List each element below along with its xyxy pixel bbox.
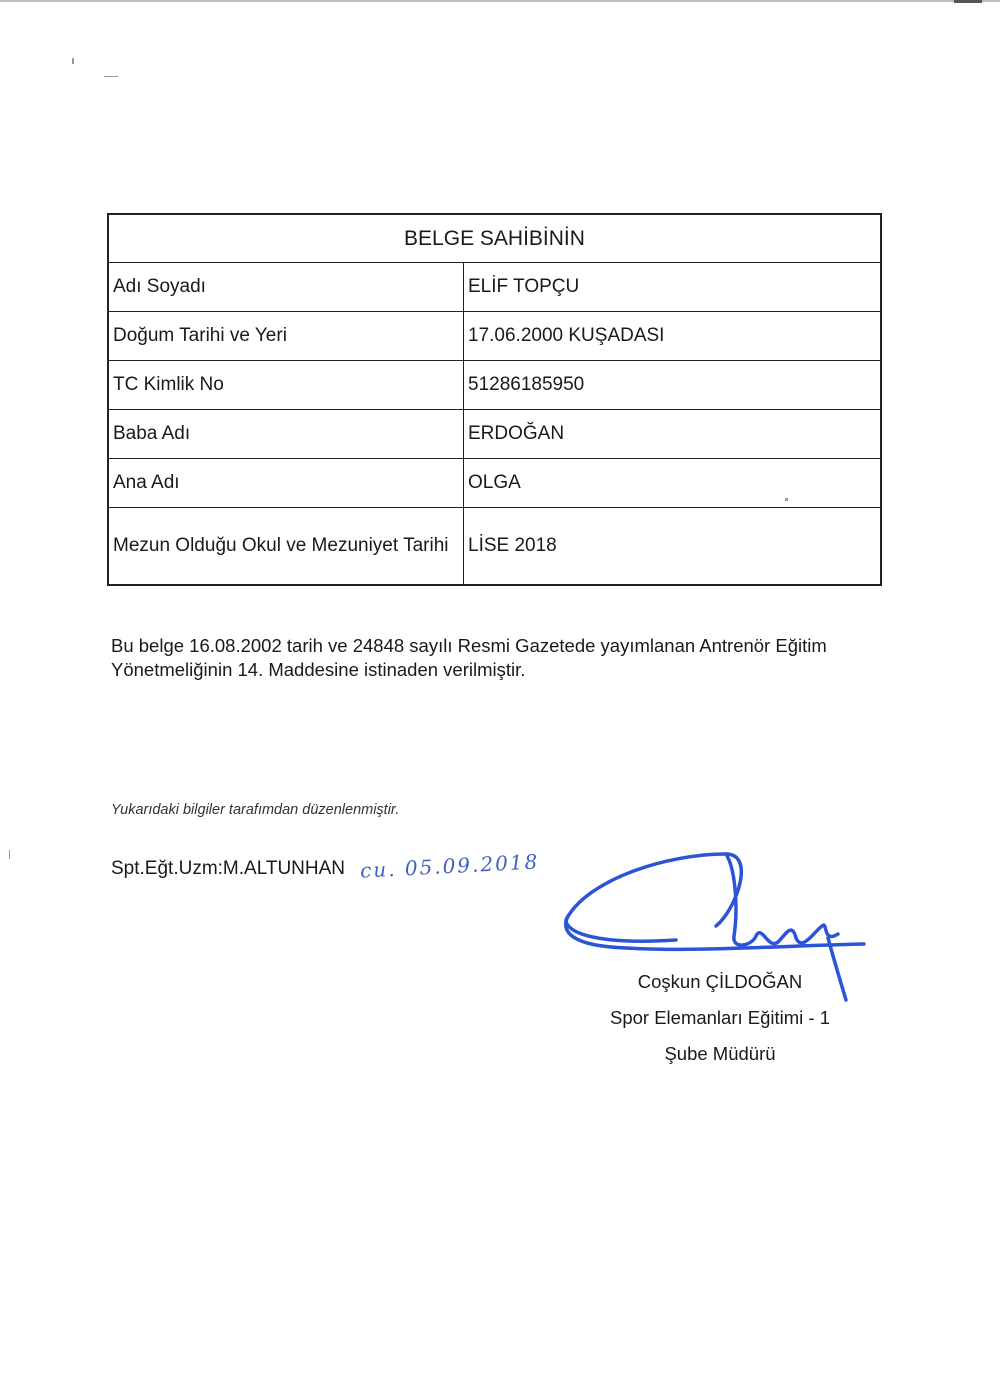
scan-speck <box>104 76 118 77</box>
field-value: 17.06.2000 KUŞADASI <box>464 312 882 361</box>
field-label: Doğum Tarihi ve Yeri <box>108 312 464 361</box>
field-label: Adı Soyadı <box>108 263 464 312</box>
field-label: TC Kimlik No <box>108 361 464 410</box>
signatory-title: Spor Elemanları Eğitimi - 1 <box>609 1007 831 1028</box>
document-holder-table <box>107 213 882 586</box>
table-header: BELGE SAHİBİNİN <box>108 214 881 263</box>
field-value: OLGA <box>464 459 882 508</box>
field-value: ELİF TOPÇU <box>464 263 882 312</box>
field-label: Mezun Olduğu Okul ve Mezuniyet Tarihi <box>108 508 464 586</box>
table-row <box>108 410 881 459</box>
field-label: Ana Adı <box>108 459 464 508</box>
prepared-note: Yukarıdaki bilgiler tarafımdan düzenlenmiştir. <box>111 802 400 818</box>
table-row <box>108 263 881 312</box>
preparer-name: Spt.Eğt.Uzm:M.ALTUNHAN <box>111 858 346 879</box>
table-row <box>108 459 881 508</box>
handwritten-initials-date: cu. 05.09.2018 <box>359 849 540 883</box>
scan-speck <box>72 58 74 64</box>
signatory-title: Şube Müdürü <box>664 1043 776 1064</box>
field-value: 51286185950 <box>464 361 882 410</box>
signatory-block <box>590 964 850 1072</box>
field-value: LİSE 2018 <box>464 508 882 586</box>
table-row <box>108 312 881 361</box>
legal-statement: Bu belge 16.08.2002 tarih ve 24848 sayılı Resmi Gazetede yayımlanan Antrenör Eğitim Yönetmeliğinin 14. Maddesine istinaden verilmiştir. <box>111 635 827 680</box>
table-header-row <box>108 214 881 263</box>
field-value: ERDOĞAN <box>464 410 882 459</box>
signatory-name: Coşkun ÇİLDOĞAN <box>637 971 803 992</box>
field-label: Baba Adı <box>108 410 464 459</box>
scan-top-edge <box>0 0 1000 2</box>
scan-corner-mark <box>954 0 982 3</box>
table-row <box>108 508 881 586</box>
table-row <box>108 361 881 410</box>
scan-speck <box>9 850 10 859</box>
